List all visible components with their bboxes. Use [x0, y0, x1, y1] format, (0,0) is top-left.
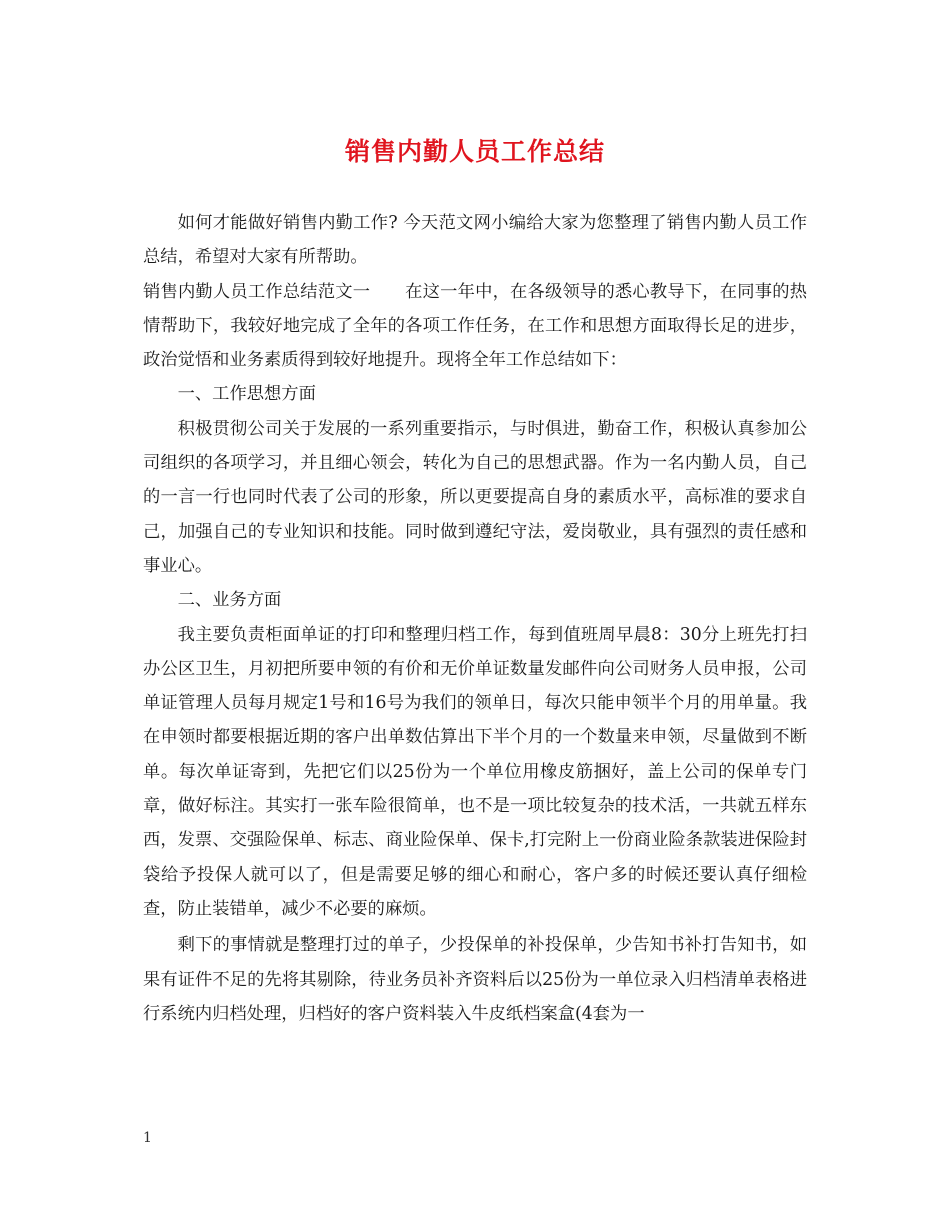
- section-heading-business: 二、业务方面: [177, 590, 282, 611]
- section-body-work-thought: 积极贯彻公司关于发展的一系列重要指示，与时俱进，勤奋工作，积极认真参加公司组织的各项学习，并且细心领会，转化为自己的思想武器。作为一名内勤人员，自己的一言一行也同时代表了公司的形象，所以更要提高自身的素质水平，高标准的要求自己，加强自己的专业知识和技能。同时做到遵纪守法，爱岗敬业，具有强烈的责任感和事业心。: [143, 418, 807, 576]
- document-body: [143, 206, 807, 1031]
- sample-paragraph: 销售内勤人员工作总结范文一 在这一年中，在各级领导的悉心教导下，在同事的热情帮助下，我较好地完成了全年的各项工作任务，在工作和思想方面取得长足的进步，政治觉悟和业务素质得到较好地提升。现将全年工作总结如下：: [143, 281, 807, 371]
- document-title: 销售内勤人员工作总结: [344, 137, 605, 166]
- section-heading-work-thought: 一、工作思想方面: [177, 384, 316, 405]
- page-number: 1: [143, 1130, 152, 1146]
- section-body-business: 我主要负责柜面单证的打印和整理归档工作，每到值班周早晨8：30分上班先打扫办公区卫生，月初把所要申领的有价和无价单证数量发邮件向公司财务人员申报，公司单证管理人员每月规定1号和16号为我们的领单日，每次只能申领半个月的用单量。我在申领时都要根据近期的客户出单数估算出下半个月的一个数量来申领，尽量做到不断单。每次单证寄到，先把它们以25份为一个单位用橡皮筋捆好，盖上公司的保单专门章，做好标注。其实打一张车险很简单，也不是一项比较复杂的技术活，一共就五样东西，发票、交强险保单、标志、商业险保单、保卡,打完附上一份商业险条款装进保险封袋给予投保人就可以了，但是需要足够的细心和耐心，客户多的时候还要认真仔细检查，防止装错单，减少不必要的麻烦。: [143, 624, 807, 919]
- section-body-business-continued: 剩下的事情就是整理打过的单子，少投保单的补投保单，少告知书补打告知书，如果有证件不足的先将其剔除，待业务员补齐资料后以25份为一单位录入归档清单表格进行系统内归档处理，归档好的客户资料装入牛皮纸档案盒(4套为一: [143, 935, 807, 1024]
- intro-paragraph: 如何才能做好销售内勤工作? 今天范文网小编给大家为您整理了销售内勤人员工作总结，希望对大家有所帮助。: [143, 213, 807, 268]
